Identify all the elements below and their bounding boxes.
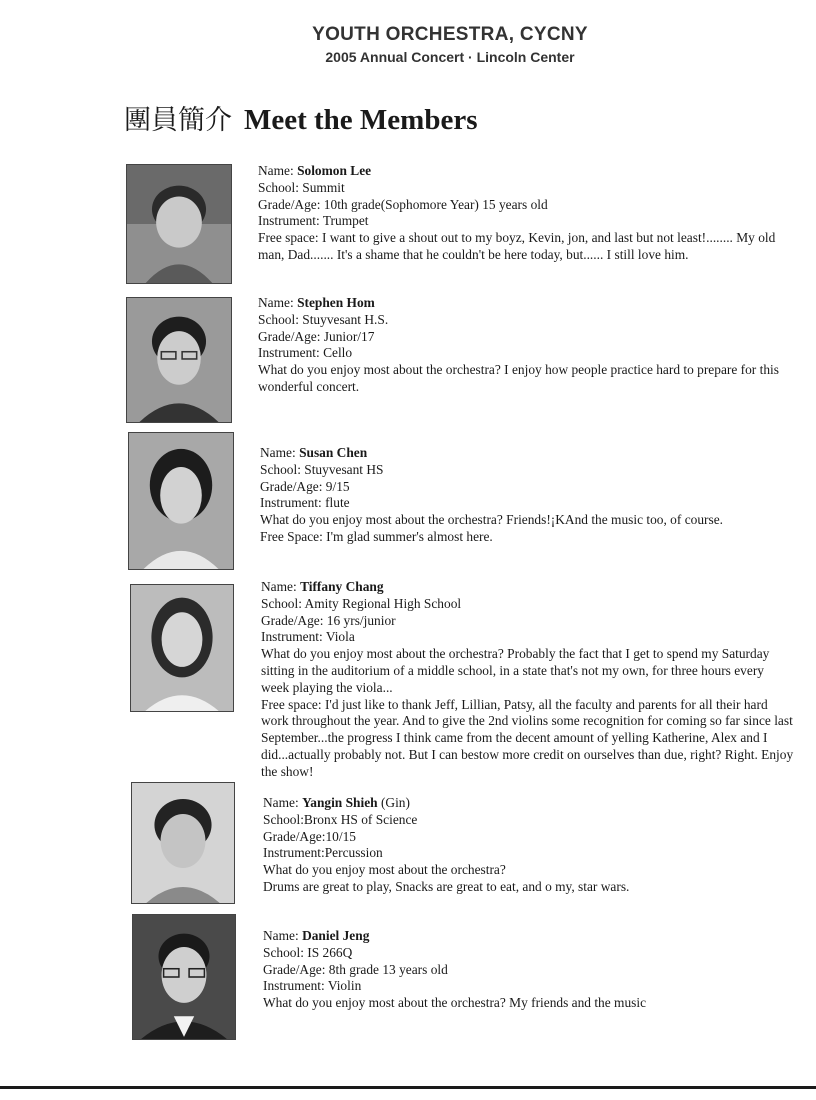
member-instrument: Instrument: Cello	[258, 345, 353, 361]
member-text-line: did...actually probably not. But I can bestow more credit on ourselves than due, right? Right. Enjoy	[261, 746, 794, 762]
member-name: Susan Chen	[299, 445, 368, 460]
member-photo	[128, 432, 234, 570]
member-school: School: Stuyvesant H.S.	[258, 311, 389, 327]
orchestra-name: YOUTH ORCHESTRA, CYCNY	[312, 24, 588, 45]
member-instrument: Instrument: Trumpet	[258, 213, 369, 229]
member-grade: Grade/Age: 8th grade 13 years old	[263, 961, 448, 977]
member-text-line: man, Dad....... It's a shame that he couldn't be here today, but...... I still love him.	[258, 246, 689, 262]
member-text-line: the show!	[261, 763, 314, 779]
member-text-line: Drums are great to play, Snacks are great to eat, and o my, star wars.	[263, 878, 630, 894]
title-english: Meet the Members	[244, 104, 478, 136]
member-name-line: Name: Susan Chen	[260, 445, 368, 460]
member-text-line: What do you enjoy most about the orchestra?	[263, 862, 506, 878]
member-info	[263, 928, 816, 1012]
member-name-line: Name: Solomon Lee	[258, 163, 372, 178]
member-text-line: September...the progress I think came from the decent amount of yelling Katherine, Alex and I	[261, 730, 768, 746]
member-instrument: Instrument:Percussion	[263, 845, 383, 861]
member-name: Stephen Hom	[297, 295, 375, 310]
member-text-line: sitting in the auditorium of a middle school, in a state that's not my own, for three hours every	[261, 662, 764, 678]
member-school: School: IS 266Q	[263, 944, 353, 960]
member-school: School:Bronx HS of Science	[263, 811, 418, 827]
member-grade: Grade/Age: 9/15	[260, 478, 350, 494]
concert-subtitle: 2005 Annual Concert · Lincoln Center	[325, 49, 575, 65]
member-text-line: Free space: I want to give a shout out to my boyz, Kevin, jon, and last but not least!........ My old	[258, 230, 776, 246]
member-instrument: Instrument: Viola	[261, 629, 355, 645]
member-photo	[130, 584, 234, 712]
member-photo	[126, 297, 232, 423]
member-instrument: Instrument: Violin	[263, 978, 362, 994]
member-info	[260, 445, 816, 546]
bottom-rule	[0, 1086, 816, 1089]
member-info	[263, 795, 816, 896]
member-info	[258, 163, 816, 264]
member-text-line: What do you enjoy most about the orchestra? Probably the fact that I get to spend my Saturday	[261, 646, 770, 662]
member-text-line: What do you enjoy most about the orchestra? My friends and the music	[263, 995, 647, 1011]
member-info	[261, 579, 816, 781]
member-info	[258, 295, 816, 396]
member-grade: Grade/Age: 16 yrs/junior	[261, 612, 396, 628]
member-school: School: Summit	[258, 179, 345, 195]
member-grade: Grade/Age: 10th grade(Sophomore Year) 15 years old	[258, 196, 548, 212]
member-name-line: Name: Stephen Hom	[258, 295, 375, 310]
member-text-line: wonderful concert.	[258, 378, 360, 394]
member-name-line: Name: Yangin Shieh (Gin)	[263, 795, 410, 810]
member-school: School: Amity Regional High School	[261, 595, 462, 611]
member-name: Solomon Lee	[297, 163, 372, 178]
member-grade: Grade/Age: Junior/17	[258, 328, 375, 344]
member-text-line: work throughout the year. And to give the 2nd violins some recognition for coming so far since last	[261, 713, 793, 729]
member-photo	[126, 164, 232, 284]
page-header	[0, 24, 816, 66]
member-text-line: Free Space: I'm glad summer's almost here.	[260, 528, 493, 544]
member-grade: Grade/Age:10/15	[263, 828, 356, 844]
title-chinese: 團員簡介	[124, 105, 232, 136]
member-instrument: Instrument: flute	[260, 495, 350, 511]
member-text-line: What do you enjoy most about the orchestra? Friends!¡KAnd the music too, of course.	[260, 512, 723, 528]
member-name-line: Name: Daniel Jeng	[263, 928, 370, 943]
member-name: Yangin Shieh	[302, 795, 378, 810]
member-text-line: What do you enjoy most about the orchestra? I enjoy how people practice hard to prepare for this	[258, 362, 779, 378]
member-text-line: Free space: I'd just like to thank Jeff, Lillian, Patsy, all the faculty and parents for all their hard	[261, 696, 768, 712]
member-school: School: Stuyvesant HS	[260, 461, 384, 477]
member-text-line: week playing the viola...	[261, 679, 393, 695]
member-photo	[131, 782, 235, 904]
member-photo	[132, 914, 236, 1040]
page-title	[124, 98, 478, 137]
member-name: Daniel Jeng	[302, 928, 370, 943]
member-name: Tiffany Chang	[300, 579, 384, 594]
member-name-line: Name: Tiffany Chang	[261, 579, 384, 594]
